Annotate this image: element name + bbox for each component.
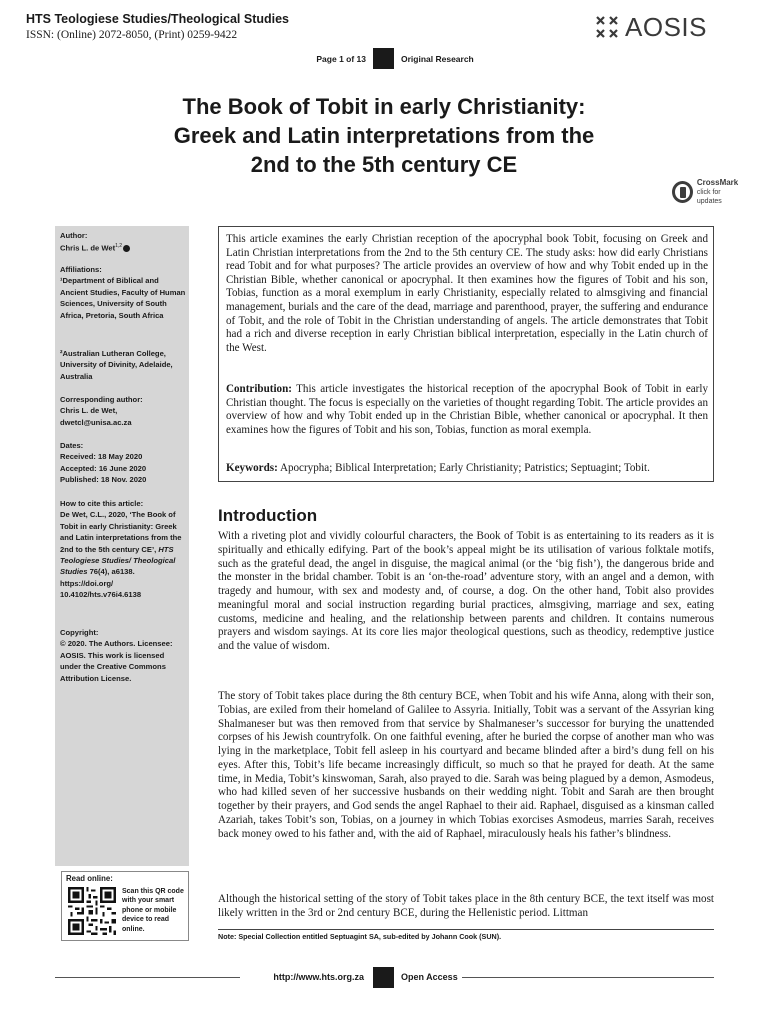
page-number: Page 1 of 13 bbox=[316, 54, 366, 64]
title-line-3: 2nd to the 5th century CE bbox=[250, 152, 518, 177]
aosis-logo-icon bbox=[594, 14, 620, 40]
corresponding-author-block bbox=[60, 394, 186, 428]
qr-code-icon[interactable] bbox=[68, 887, 116, 935]
cite-doi-link[interactable]: (4), a6138. https://doi.org/ 10.4102/hts.v76i4.6138 bbox=[60, 567, 142, 600]
date-published: Published: 18 Nov. 2020 bbox=[60, 475, 147, 485]
footer-marker-block bbox=[373, 967, 394, 988]
article-info-sidebar bbox=[55, 226, 189, 866]
footnote: Note: Special Collection entitled Septuagint SA, sub-edited by Johann Cook (SUN). bbox=[218, 932, 502, 941]
abstract-text: This article examines the early Christian reception of the apocryphal book Tobit, focusing on Greek and Latin Christian interpretations from the 2nd to the 5th century CE. The study asks: how did early Christians read Tobit and for what purposes? The article provides an overview of how and why Tobit ended up in the Christian Bible, whether canonical or apocryphal. It then examines how the figures of Tobit and his son, Tobias, function as a moral exemplum in early Christianity, especially related to almsgiving and financial management, burials and the care of the dead, marriage and parenthood, prayer, the suffering and endurance of Tobit, and the role of Tobit in the Christian understanding of angels. The article demonstrates that Tobit had a rich and diverse reception in early Christian biblical interpretation, especially in the Latin church of the West. bbox=[226, 233, 708, 354]
date-accepted: Accepted: 16 June 2020 bbox=[60, 463, 147, 473]
keywords-text: Apocrypha; Biblical Interpretation; Early Christianity; Patristics; Septuagint; Tobit. bbox=[279, 462, 650, 474]
section-marker-block bbox=[373, 48, 394, 69]
body-paragraph-3: Although the historical setting of the story of Tobit takes place in the 8th century BCE, the text itself was most likely written in the 3rd or 2nd century BCE, during the Hellenistic period. Littman bbox=[218, 893, 714, 919]
author-affiliation-sup: 1,2 bbox=[115, 243, 123, 250]
corresponding-label: Corresponding author: bbox=[60, 395, 143, 404]
affiliation-2-block bbox=[60, 348, 186, 382]
publisher-logo[interactable] bbox=[594, 12, 744, 42]
citation-block bbox=[60, 498, 186, 601]
copyright-block bbox=[60, 627, 186, 684]
author-name[interactable]: Chris L. de Wet bbox=[60, 243, 116, 253]
title-line-2: Greek and Latin interpretations from the bbox=[173, 123, 595, 148]
copyright-text: © 2020. The Authors. Licensee: AOSIS. This work is licensed under the Creative Commons Attribution License. bbox=[60, 639, 173, 683]
date-received: Received: 18 May 2020 bbox=[60, 452, 143, 462]
crossmark-icon bbox=[672, 181, 693, 203]
section-label: Original Research bbox=[401, 54, 474, 64]
dates-label: Dates: bbox=[60, 441, 84, 450]
keywords-label: Keywords: bbox=[226, 462, 278, 474]
journal-title: HTS Teologiese Studies/Theological Studies bbox=[26, 12, 290, 26]
orcid-icon[interactable] bbox=[123, 245, 130, 252]
crossmark-label: CrossMark bbox=[696, 178, 739, 187]
keywords-paragraph bbox=[226, 462, 708, 476]
dates-block bbox=[60, 440, 186, 486]
copyright-label: Copyright: bbox=[60, 628, 99, 637]
contribution-label: Contribution: bbox=[226, 383, 292, 395]
contribution-paragraph bbox=[226, 383, 708, 437]
article-title bbox=[100, 92, 668, 179]
body-paragraph-2: The story of Tobit takes place during the 8th century BCE, when Tobit and his wife Anna, along with their son, Tobias, are exiled from their homeland of Galilee to Assyria. Initially, Tobit was a servant of the Assyrian king Shalmaneser but was then removed from that service by Shalmaneser’s successor for burying the unattended corpses of his Jewish countryfolk. On one faithful evening, after he buried the corpse of another man who was lying in the marketplace, Tobit fell asleep in his courtyard and became blinded after a bird’s dung fell on his eyes. After this, Tobit’s life became increasingly difficult, so much so that he prayed for death. At the same time, in Media, Tobit’s kinswoman, Sarah, also prayed to die. Sarah was being plagued by a demon, Asmodeus, who had killed seven of her successive husbands on their wedding night. Tobit and Sarah are then brought together by their prayers, and God sends the angel Raphael to their aid. Raphael, disguised as a kinsman called Azariah, takes Tobit’s son, Tobias, on a journey in which Tobias exorcises Asmodeus, marries Sarah, receives back money owed to his father and, with the aid of Raphael, miraculously heals his father’s blindness. bbox=[218, 690, 714, 840]
qr-caption: Scan this QR code with your smart phone or mobile device to read online. bbox=[122, 888, 184, 933]
cite-volume: 76 bbox=[89, 567, 99, 577]
footnote-divider bbox=[218, 929, 714, 930]
body-paragraph-1: With a riveting plot and vividly colourful characters, the Book of Tobit is as entertaining to its readers as it is spiritually and ethically edifying. Part of the book’s appeal might be its utilisation of various folktale motifs, such as the grateful dead, the angel in disguise, the magical animal (or the ‘big fish’), the dangerous bride and the monster in the bridal chamber. Tobit is an ‘on-the-road’ adventure story, with an angel and a demon, with tragedy and humour, with sex and modesty and, of course, a dog. On the other hand, Tobit also provides meaningful moral and social instruction regarding burial practices, almsgiving, marriage and sex, eating customs, medicine and healing, and the relationship between parents and children. It contains numerous prayers and wisdom sayings. At its core lies major theological questions, such as theodicy, redemptive justice and the value of wisdom. bbox=[218, 530, 714, 652]
section-heading-introduction: Introduction bbox=[218, 506, 318, 525]
cite-journal: HTS Teologiese Studies/ Theological Studies bbox=[60, 544, 176, 577]
cite-text: De Wet, C.L., 2020, ‘The Book of Tobit in early Christianity: Greek and Latin interpretations from the 2nd to the 5th century CE’, bbox=[60, 510, 182, 554]
footer-open-access: Open Access bbox=[401, 972, 462, 982]
footer-url-link[interactable]: http://www.hts.org.za bbox=[240, 972, 366, 982]
issn: ISSN: (Online) 2072-8050, (Print) 0259-9422 bbox=[26, 29, 238, 41]
affiliations-label: Affiliations: bbox=[60, 265, 102, 274]
corresponding-email-link[interactable]: dwetcl@unisa.ac.za bbox=[60, 417, 132, 427]
affiliations-block bbox=[60, 264, 186, 321]
affiliation-2: ²Australian Lutheran College, University of Divinity, Adelaide, Australia bbox=[60, 349, 173, 381]
author-label: Author: bbox=[60, 231, 88, 240]
abstract-box bbox=[218, 226, 714, 482]
cite-label: How to cite this article: bbox=[60, 499, 144, 508]
corresponding-name: Chris L. de Wet, bbox=[60, 406, 118, 416]
crossmark-subtitle: click for updates bbox=[696, 189, 722, 205]
crossmark-button[interactable] bbox=[672, 178, 744, 206]
read-online-panel bbox=[61, 871, 189, 941]
author-block bbox=[60, 230, 186, 254]
contribution-text: This article investigates the historical reception of the apocryphal Book of Tobit in early Christian thought. The focus is especially on the varieties of thought regarding Tobit. The article provides an overview of how and why Tobit ended up in the Christian Bible, whether canonical or apocryphal. It then examines how the figures of Tobit and his son, Tobias, function as moral exempla. bbox=[226, 383, 708, 436]
title-line-1: The Book of Tobit in early Christianity: bbox=[182, 94, 586, 119]
read-online-label: Read online: bbox=[66, 874, 113, 883]
publisher-name: AOSIS bbox=[625, 12, 707, 42]
affiliation-1: ¹Department of Biblical and Ancient Studies, Faculty of Human Sciences, University of South Africa, Pretoria, South Africa bbox=[60, 276, 186, 320]
